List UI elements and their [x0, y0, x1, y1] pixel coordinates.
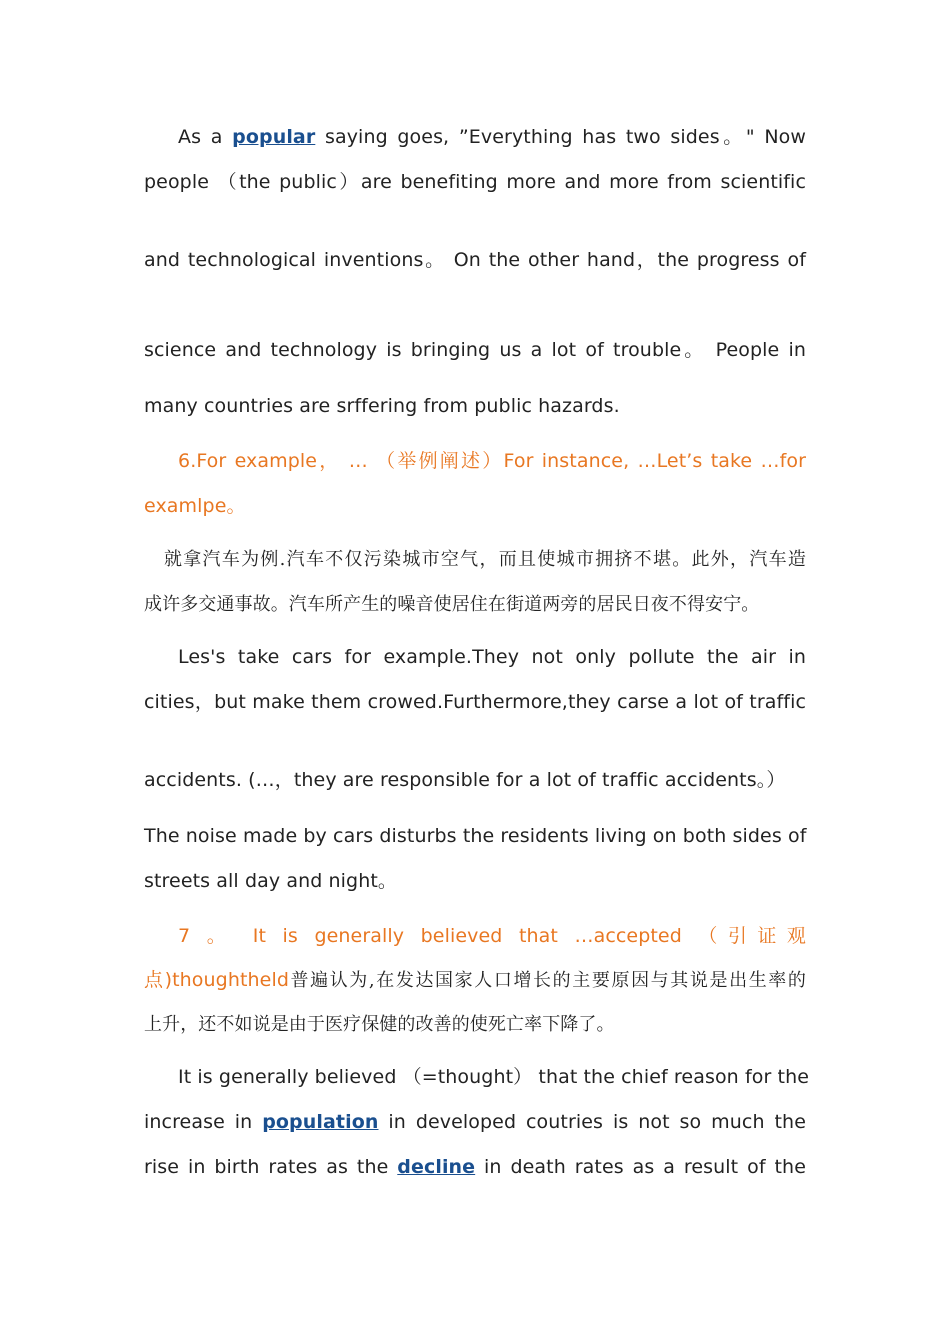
para7-line2 [144, 1109, 806, 1135]
cn6-line1: 就拿汽车为例.汽车不仅污染城市空气，而且使城市拥挤不堪。此外，汽车造 [164, 549, 806, 570]
para1-line2: people （the public）are benefiting more and more from scientific [144, 171, 806, 193]
para1-text-b: saying goes, ”Everything has two sides。" Now [315, 126, 807, 148]
population-link[interactable]: population [262, 1111, 379, 1133]
para7-text-d: in death rates as a result of the [475, 1156, 806, 1178]
para6-line1: Les's take cars for example.They not only pollute the air in [178, 646, 806, 668]
heading7-orange-text: 点)thoughtheld [144, 969, 289, 991]
heading7-line3: 上升，还不如说是由于医疗保健的改善的使死亡率下降了。 [144, 1014, 615, 1035]
heading7-cn-text: 普遍认为,在发达国家人口增长的主要原因与其说是出生率的 [289, 970, 806, 991]
cn6-line2: 成许多交通事故。汽车所产生的噪音使居住在街道两旁的居民日夜不得安宁。 [144, 594, 760, 615]
para1-line4: science and technology is bringing us a lot of trouble。 People in [144, 339, 806, 361]
popular-link[interactable]: popular [232, 126, 316, 148]
para7-text-a: increase in [144, 1111, 263, 1133]
para6-line4: The noise made by cars disturbs the residents living on both sides of [144, 825, 807, 847]
para7-text-c: rise in birth rates as the [144, 1156, 398, 1178]
para7-text-b: in developed coutries is not so much the [378, 1111, 806, 1133]
para1-line3: and technological inventions。 On the other hand，the progress of [144, 249, 806, 271]
heading7-line1: 7 。 It is generally believed that …accepted （引证观 [178, 925, 806, 947]
decline-link[interactable]: decline [397, 1156, 476, 1178]
para6-line5: streets all day and night。 [144, 870, 397, 892]
para1-line1 [144, 124, 806, 150]
para1-text-a: As a [178, 126, 233, 148]
heading7-line2 [144, 967, 806, 994]
heading6-line2: examlpe。 [144, 495, 246, 517]
para6-line2: cities，but make them crowed.Furthermore,they carse a lot of traffic [144, 691, 806, 713]
para7-line1: It is generally believed （=thought） that the chief reason for the [178, 1066, 809, 1088]
para1-line5: many countries are srffering from public hazards. [144, 395, 620, 417]
heading6-line1: 6.For example， … （举例阐述）For instance, …Let’s take …for [178, 450, 806, 472]
para6-line3: accidents. (…，they are responsible for a lot of traffic accidents。） [144, 769, 786, 791]
para7-line3 [144, 1154, 806, 1180]
